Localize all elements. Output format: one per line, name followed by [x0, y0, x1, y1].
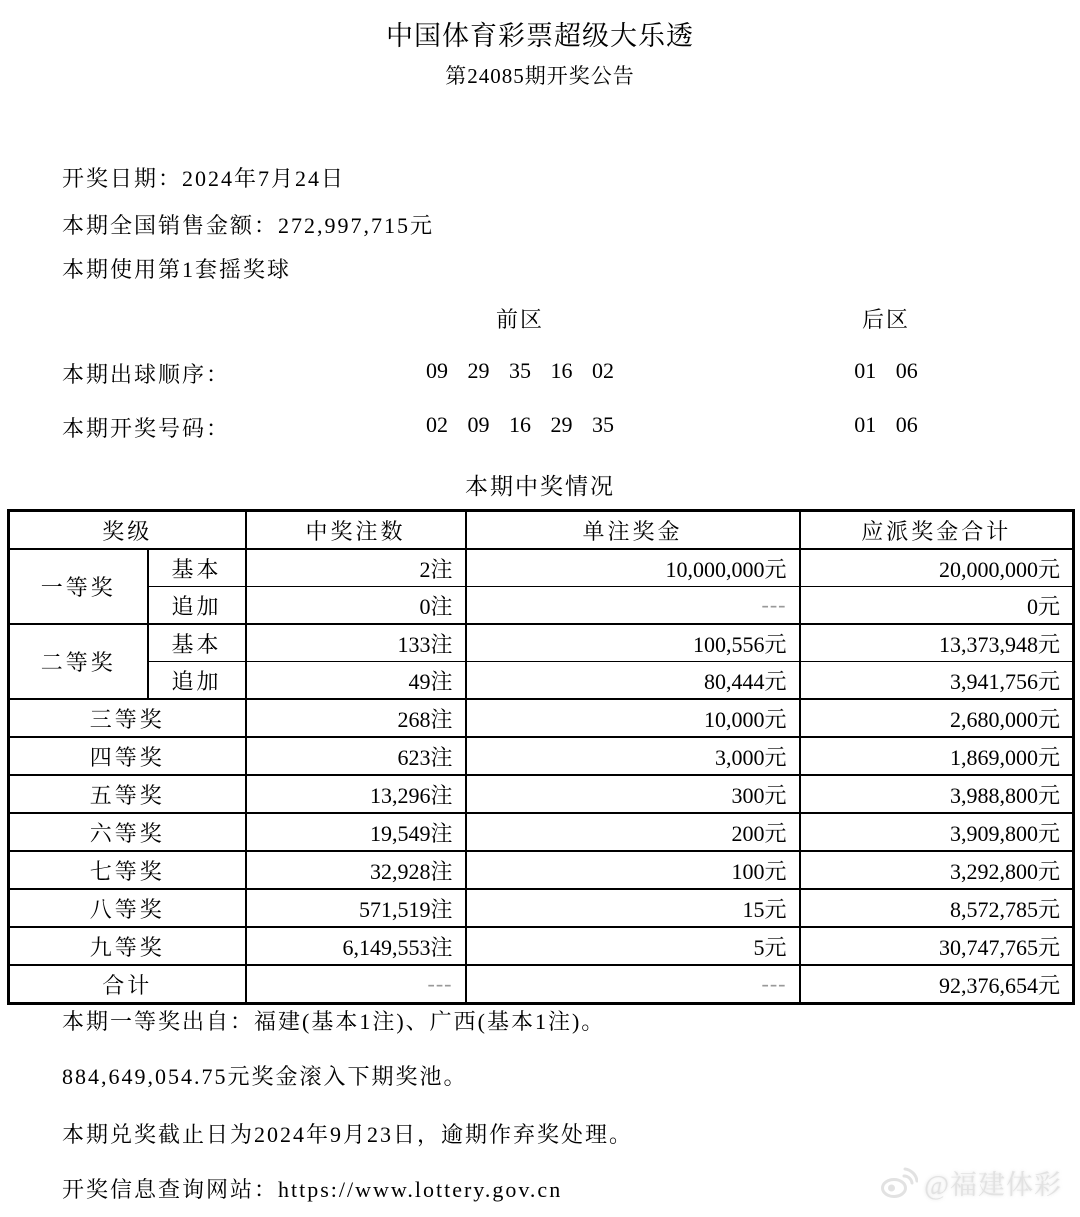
- single-prize: 100元: [466, 851, 800, 889]
- prize-level-label: 三等奖: [9, 699, 246, 737]
- prize-level-label: 四等奖: [9, 737, 246, 775]
- single-prize: ---: [466, 965, 800, 1004]
- note-rollover: 884,649,054.75元奖金滚入下期奖池。: [62, 1064, 468, 1089]
- win-count: 133注: [246, 624, 466, 662]
- total-prize: 30,747,765元: [800, 927, 1074, 965]
- prize-section-title: 本期中奖情况: [465, 474, 615, 499]
- win-count: 32,928注: [246, 851, 466, 889]
- draw-order-front-numbers: 09 29 35 16 02: [426, 358, 614, 383]
- table-row-seventh: [9, 851, 1074, 889]
- total-prize: 92,376,654元: [800, 965, 1074, 1004]
- draw-order-back-numbers: 01 06: [854, 358, 918, 383]
- total-prize: 8,572,785元: [800, 889, 1074, 927]
- table-row-second-addon: [9, 662, 1074, 700]
- watermark-text: @福建体彩: [924, 1170, 1062, 1200]
- prize-group-label: 一等奖: [9, 549, 148, 624]
- col-header-level: 奖级: [9, 511, 246, 550]
- single-prize: 100,556元: [466, 624, 800, 662]
- win-count: 49注: [246, 662, 466, 700]
- single-prize: 5元: [466, 927, 800, 965]
- total-prize: 0元: [800, 587, 1074, 625]
- prize-level-label: 九等奖: [9, 927, 246, 965]
- single-prize: 3,000元: [466, 737, 800, 775]
- table-row-total: [9, 965, 1074, 1004]
- watermark: [878, 1163, 1062, 1202]
- note-first-prize-origin: 本期一等奖出自：福建(基本1注)、广西(基本1注)。: [62, 1009, 606, 1034]
- prize-level-label: 七等奖: [9, 851, 246, 889]
- table-row-first-basic: [9, 549, 1074, 587]
- sales-amount-line: 本期全国销售金额：272,997,715元: [62, 213, 435, 238]
- table-row-second-basic: [9, 624, 1074, 662]
- winning-back-numbers: 01 06: [854, 412, 918, 437]
- table-row-fifth: [9, 775, 1074, 813]
- col-header-count: 中奖注数: [246, 511, 466, 550]
- prize-table: [7, 509, 1075, 1005]
- winning-numbers-label: 本期开奖号码：: [62, 416, 231, 441]
- single-prize: 10,000,000元: [466, 549, 800, 587]
- single-prize: 300元: [466, 775, 800, 813]
- single-prize: 10,000元: [466, 699, 800, 737]
- total-row-label: 合计: [9, 965, 246, 1004]
- win-count: 19,549注: [246, 813, 466, 851]
- front-zone-header: 前区: [495, 307, 544, 332]
- single-prize: ---: [466, 587, 800, 625]
- total-prize: 3,909,800元: [800, 813, 1074, 851]
- win-count: ---: [246, 965, 466, 1004]
- winning-front-numbers: 02 09 16 29 35: [426, 412, 614, 437]
- weibo-icon: [878, 1166, 918, 1200]
- total-prize: 2,680,000元: [800, 699, 1074, 737]
- single-prize: 80,444元: [466, 662, 800, 700]
- total-prize: 3,988,800元: [800, 775, 1074, 813]
- prize-level-label: 六等奖: [9, 813, 246, 851]
- note-claim-deadline: 本期兑奖截止日为2024年9月23日，逾期作弃奖处理。: [62, 1122, 634, 1147]
- prize-level-label: 八等奖: [9, 889, 246, 927]
- total-prize: 13,373,948元: [800, 624, 1074, 662]
- col-header-single-prize: 单注奖金: [466, 511, 800, 550]
- win-count: 571,519注: [246, 889, 466, 927]
- prize-type-label: 追加: [148, 587, 246, 625]
- page-title: 中国体育彩票超级大乐透: [386, 21, 694, 51]
- prize-table-header-row: [9, 511, 1074, 550]
- win-count: 13,296注: [246, 775, 466, 813]
- total-prize: 3,292,800元: [800, 851, 1074, 889]
- col-header-total-prize: 应派奖金合计: [800, 511, 1074, 550]
- prize-type-label: 基本: [148, 624, 246, 662]
- table-row-third: [9, 699, 1074, 737]
- table-row-eighth: [9, 889, 1074, 927]
- note-info-website: 开奖信息查询网站：https://www.lottery.gov.cn: [62, 1177, 563, 1202]
- table-row-fourth: [9, 737, 1074, 775]
- table-row-sixth: [9, 813, 1074, 851]
- ball-set-line: 本期使用第1套摇奖球: [62, 257, 292, 282]
- prize-type-label: 追加: [148, 662, 246, 700]
- table-row-ninth: [9, 927, 1074, 965]
- page-subtitle: 第24085期开奖公告: [445, 64, 635, 88]
- win-count: 2注: [246, 549, 466, 587]
- table-row-first-addon: [9, 587, 1074, 625]
- total-prize: 1,869,000元: [800, 737, 1074, 775]
- prize-level-label: 五等奖: [9, 775, 246, 813]
- draw-order-label: 本期出球顺序：: [62, 362, 231, 387]
- win-count: 268注: [246, 699, 466, 737]
- win-count: 0注: [246, 587, 466, 625]
- prize-type-label: 基本: [148, 549, 246, 587]
- back-zone-header: 后区: [861, 307, 910, 332]
- win-count: 6,149,553注: [246, 927, 466, 965]
- single-prize: 15元: [466, 889, 800, 927]
- prize-group-label: 二等奖: [9, 624, 148, 699]
- win-count: 623注: [246, 737, 466, 775]
- total-prize: 3,941,756元: [800, 662, 1074, 700]
- total-prize: 20,000,000元: [800, 549, 1074, 587]
- draw-date-line: 开奖日期：2024年7月24日: [62, 166, 346, 191]
- single-prize: 200元: [466, 813, 800, 851]
